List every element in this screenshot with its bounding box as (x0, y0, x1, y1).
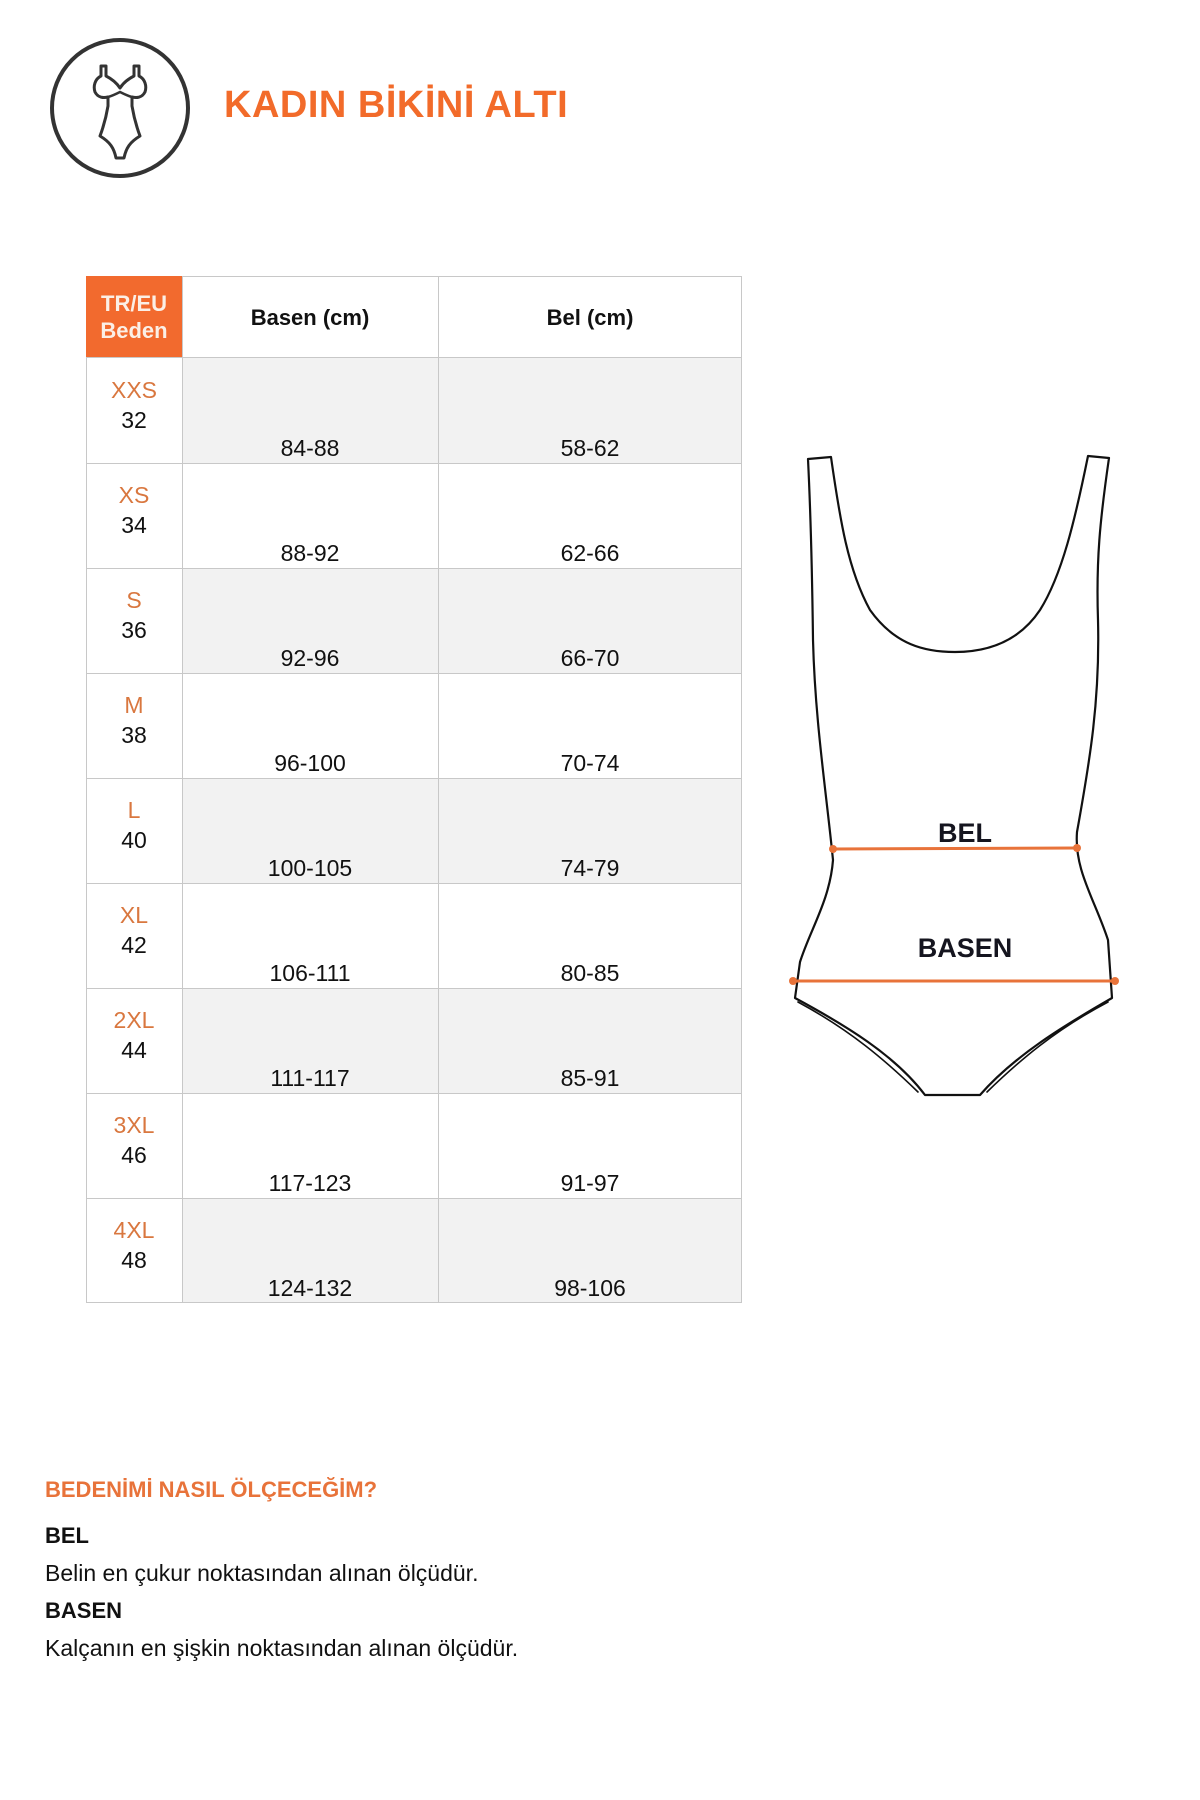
waist-diagram-label: BEL (938, 818, 992, 848)
hip-cell (182, 988, 438, 1093)
table-row (86, 778, 742, 883)
hip-diagram-label: BASEN (917, 933, 1013, 963)
waist-value: 85-91 (560, 1065, 620, 1091)
size-label: XXS (110, 377, 158, 403)
waist-cell (438, 988, 742, 1093)
table-row (86, 883, 742, 988)
size-label: S (126, 587, 142, 613)
divider (86, 357, 742, 358)
divider (86, 1198, 742, 1199)
header-size-line2: Beden (100, 318, 168, 343)
waist-cell (438, 883, 742, 988)
size-label: M (124, 692, 144, 718)
divider (86, 463, 742, 464)
hip-cell (182, 1198, 438, 1303)
size-label: 2XL (113, 1007, 155, 1033)
divider (438, 276, 439, 1303)
table-row (86, 1093, 742, 1198)
howto-desc-waist: Belin en çukur noktasından alınan ölçüdür. (45, 1560, 479, 1586)
size-number: 40 (121, 827, 147, 853)
hip-measure-line (789, 977, 1119, 985)
table-row (86, 673, 742, 778)
size-label: 3XL (113, 1112, 155, 1138)
divider (86, 988, 742, 989)
size-number: 32 (121, 407, 147, 433)
waist-cell (438, 778, 742, 883)
divider (741, 276, 742, 1303)
divider (182, 276, 183, 1303)
size-cell (86, 883, 182, 988)
divider (86, 1093, 742, 1094)
waist-cell (438, 358, 742, 463)
leg-opening-right (987, 1002, 1108, 1092)
size-number: 48 (121, 1247, 147, 1273)
size-cell (86, 1093, 182, 1198)
size-number: 46 (121, 1142, 147, 1168)
size-number: 34 (121, 512, 147, 538)
hip-value: 84-88 (280, 435, 340, 461)
hip-value: 100-105 (267, 855, 353, 881)
divider (86, 568, 742, 569)
header-hip: Basen (cm) (182, 276, 438, 358)
hip-value: 117-123 (268, 1170, 352, 1196)
waist-value: 66-70 (560, 645, 620, 671)
waist-value: 91-97 (560, 1170, 620, 1196)
hip-value: 124-132 (267, 1275, 353, 1301)
swimsuit-outline (795, 456, 1112, 1095)
size-cell (86, 463, 182, 568)
header-size-cell (86, 276, 182, 358)
divider (86, 883, 742, 884)
hip-cell (182, 883, 438, 988)
howto-term-waist: BEL (45, 1523, 89, 1548)
size-number: 36 (121, 617, 147, 643)
divider (86, 1302, 742, 1303)
howto-term-hip: BASEN (45, 1598, 123, 1623)
waist-value: 74-79 (560, 855, 620, 881)
waist-cell (438, 1198, 742, 1303)
page-title: KADIN BİKİNİ ALTI (224, 84, 569, 126)
waist-value: 62-66 (560, 540, 620, 566)
table-row (86, 988, 742, 1093)
size-cell (86, 358, 182, 463)
table-row (86, 568, 742, 673)
hip-value: 111-117 (270, 1065, 350, 1091)
size-cell (86, 778, 182, 883)
howto-desc-hip: Kalçanın en şişkin noktasından alınan ölçüdür. (45, 1635, 519, 1661)
size-number: 44 (121, 1037, 147, 1063)
divider (86, 673, 742, 674)
header-size-line1: TR/EU (101, 291, 167, 316)
size-label: XL (119, 902, 149, 928)
divider (86, 358, 87, 1303)
size-chart-table (86, 276, 742, 1303)
waist-value: 58-62 (560, 435, 620, 461)
hip-value: 92-96 (280, 645, 340, 671)
size-number: 42 (121, 932, 147, 958)
divider (86, 778, 742, 779)
hip-value: 106-111 (269, 960, 351, 986)
hip-cell (182, 778, 438, 883)
size-label: 4XL (113, 1217, 155, 1243)
swimsuit-diagram (760, 430, 1150, 1130)
leg-opening-left (798, 1002, 918, 1092)
size-cell (86, 673, 182, 778)
size-label: XS (118, 482, 150, 508)
size-cell (86, 1198, 182, 1303)
hip-cell (182, 1093, 438, 1198)
size-cell (86, 568, 182, 673)
waist-cell (438, 463, 742, 568)
header-waist: Bel (cm) (438, 276, 742, 358)
swimsuit-icon (48, 36, 192, 180)
waist-cell (438, 1093, 742, 1198)
size-label: L (127, 797, 141, 823)
waist-value: 70-74 (560, 750, 620, 776)
howto-title: BEDENİMİ NASIL ÖLÇECEĞİM? (45, 1477, 378, 1502)
waist-cell (438, 673, 742, 778)
table-row (86, 358, 742, 463)
table-row (86, 1198, 742, 1303)
waist-cell (438, 568, 742, 673)
size-number: 38 (121, 722, 147, 748)
hip-cell (182, 568, 438, 673)
hip-cell (182, 673, 438, 778)
hip-cell (182, 358, 438, 463)
waist-value: 98-106 (554, 1275, 626, 1301)
hip-cell (182, 463, 438, 568)
waist-value: 80-85 (560, 960, 620, 986)
hip-value: 88-92 (280, 540, 340, 566)
size-cell (86, 988, 182, 1093)
hip-value: 96-100 (274, 750, 346, 776)
table-row (86, 463, 742, 568)
